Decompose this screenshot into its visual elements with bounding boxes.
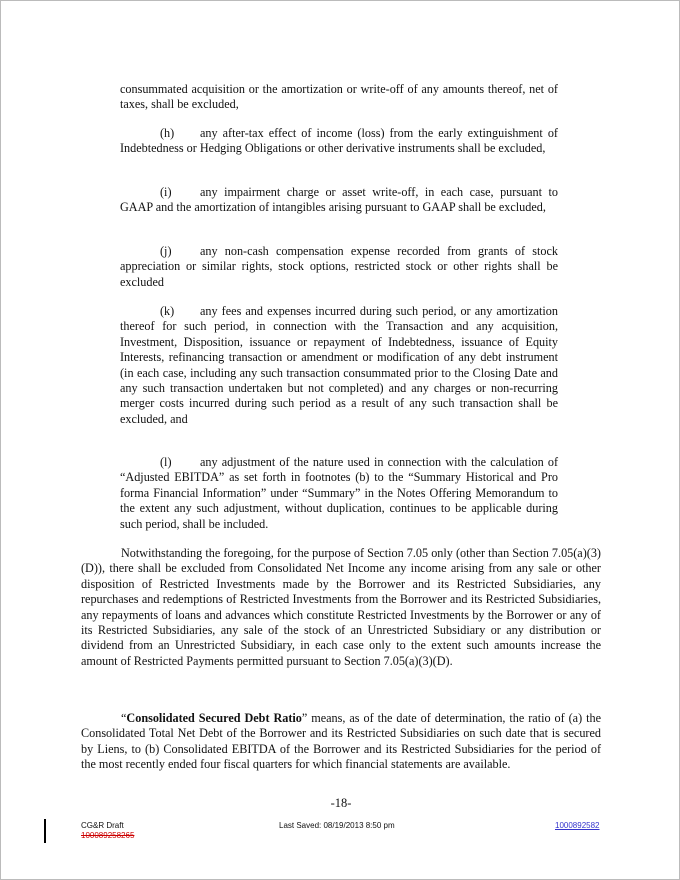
open-quote: “ [121,711,127,725]
clause-l-text: any adjustment of the nature used in connection with the calculation of “Adjusted EBITDA” as set forth in footnotes (b) to the “Summary Historical and Pro forma Financial Information” under “Summary” in the Notes Offering Memorandum to the extent any such adjustment, without duplication, continues to be applicable during such period, shall be included. [120,455,558,531]
clause-l [120,455,558,532]
definition-text: ” means, as of the date of determination, the ratio of (a) the Consolidated Total Net Debt of the Borrower and its Restricted Subsidiaries on such date that is secured by Liens, to (b) Consolidated EBITDA of the Borrower and its Restricted Subsidiaries for the period of the most recently ended four fiscal quarters for which financial statements are available. [81,711,601,772]
clause-i [120,185,558,216]
notwithstanding-paragraph: Notwithstanding the foregoing, for the purpose of Section 7.05 only (other than Section 7.05(a)(3)(D)), there shall be excluded from Consolidated Net Income any income arising from any sale or other disposition of Restricted Investments made by the Borrower and its Restricted Subsidiaries, any repurchases and redemptions of Restricted Investments from the Borrower and its Restricted Subsidiaries, any repayments of loans and advances which constitute Restricted Investments by the Borrower or any of its Restricted Subsidiaries, any sale of the stock of an Unrestricted Subsidiary or any distribution or dividend from an Unrestricted Subsidiary, in each case only to the extent such amounts increase the amount of Restricted Payments permitted pursuant to Section 7.05(a)(3)(D). [81,546,601,668]
clause-i-label: (i) [160,185,172,199]
paragraph-continuation: consummated acquisition or the amortization or write-off of any amounts thereof, net of taxes, shall be excluded, [120,82,558,112]
clause-h-label: (h) [160,126,175,140]
clause-j [120,244,558,290]
defined-term: Consolidated Secured Debt Ratio [126,711,302,725]
clause-h-text: any after-tax effect of income (loss) from the early extinguishment of Indebtedness or Hedging Obligations or other derivative instruments shall be excluded, [120,126,558,156]
clause-k [120,304,558,427]
clause-k-label: (k) [160,304,175,318]
clause-j-label: (j) [160,244,172,258]
clause-i-text: any impairment charge or asset write-off, in each case, pursuant to GAAP and the amortization of intangibles arising pursuant to GAAP shall be excluded, [120,185,558,215]
clause-l-label: (l) [160,455,172,469]
draft-label: CG&R Draft [81,821,124,830]
footer-doc-id-link[interactable]: 1000892582 [555,821,600,830]
struck-doc-id: 100089258265 [81,831,135,840]
page-number: -18- [330,796,352,810]
clause-j-text: any non-cash compensation expense recorded from grants of stock appreciation or similar rights, stock options, restricted stock or other rights shall be excluded [120,244,558,289]
clause-h [120,126,558,157]
clause-k-text: any fees and expenses incurred during such period, or any amortization thereof for such period, in connection with the Transaction and any acquisition, Investment, Disposition, issuance or repayment of Indebtedness, issuance of Equity Interests, refinancing transaction or amendment or modification of any debt instrument (in each case, including any such transaction consummated prior to the Closing Date and any such transaction undertaken but not completed) and any charges or non-recurring merger costs incurred during such period as a result of any such transaction shall be excluded, and [120,304,558,426]
change-bar [44,819,46,843]
footer-draft [81,821,134,840]
footer-last-saved: Last Saved: 08/19/2013 8:50 pm [279,821,395,830]
secured-debt-ratio-definition [81,711,601,773]
